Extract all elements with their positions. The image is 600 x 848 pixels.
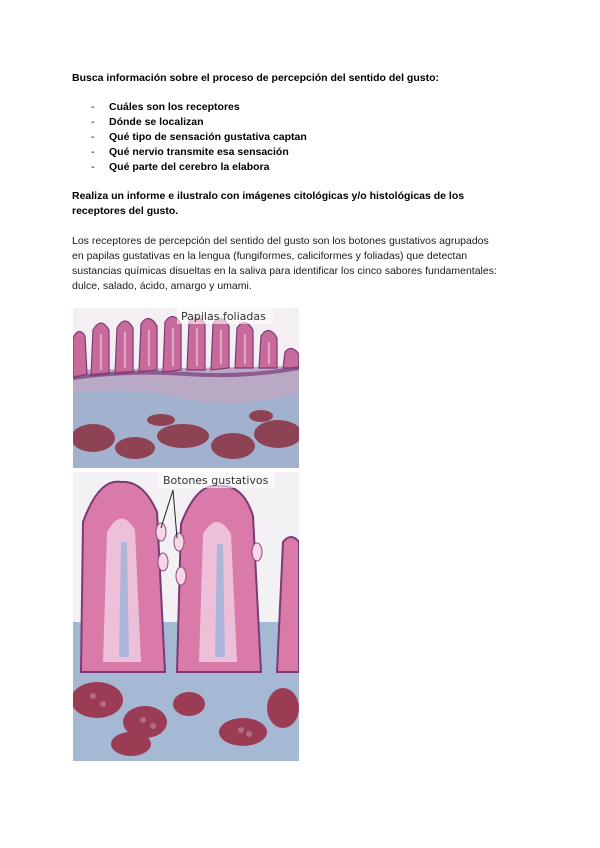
- bullet-dash: -: [91, 116, 95, 128]
- bullet-dash: -: [91, 146, 95, 158]
- task-text: Dónde se localizan: [109, 116, 204, 128]
- answer-paragraph: [72, 234, 542, 294]
- list-item: [72, 115, 512, 130]
- list-item: [72, 145, 512, 160]
- taste-buds-micrograph: [73, 472, 299, 761]
- assignment-heading: Busca información sobre el proceso de percepción del sentido del gusto:: [72, 72, 439, 84]
- task-text: Qué parte del cerebro la elabora: [109, 161, 270, 173]
- task-text: Qué nervio transmite esa sensación: [109, 146, 289, 158]
- foliate-papillae-micrograph: [73, 308, 299, 468]
- task-list: [72, 100, 512, 175]
- bullet-dash: -: [91, 101, 95, 113]
- paragraph-line: sustancias químicas disueltas en la saliva para identificar los cinco sabores fundamentales:: [72, 265, 497, 277]
- paragraph-line: dulce, salado, ácido, amargo y umami.: [72, 280, 252, 292]
- task-text: Qué tipo de sensación gustativa captan: [109, 131, 307, 143]
- list-item: [72, 160, 512, 175]
- list-item: [72, 100, 512, 115]
- paragraph-line: Los receptores de percepción del sentido del gusto son los botones gustativos agrupados: [72, 235, 489, 247]
- task-text: Cuáles son los receptores: [109, 101, 240, 113]
- bullet-dash: -: [91, 131, 95, 143]
- list-item: [72, 130, 512, 145]
- figure1-label: Papilas foliadas: [181, 310, 266, 323]
- report-heading: Realiza un informe e ilustralo con imágenes citológicas y/o histológicas de los receptores del gusto.: [72, 190, 465, 217]
- paragraph-line: en papilas gustativas en la lengua (fungiformes, caliciformes y foliadas) que detectan: [72, 250, 468, 262]
- figure2-label: Botones gustativos: [163, 474, 269, 487]
- bullet-dash: -: [91, 161, 95, 173]
